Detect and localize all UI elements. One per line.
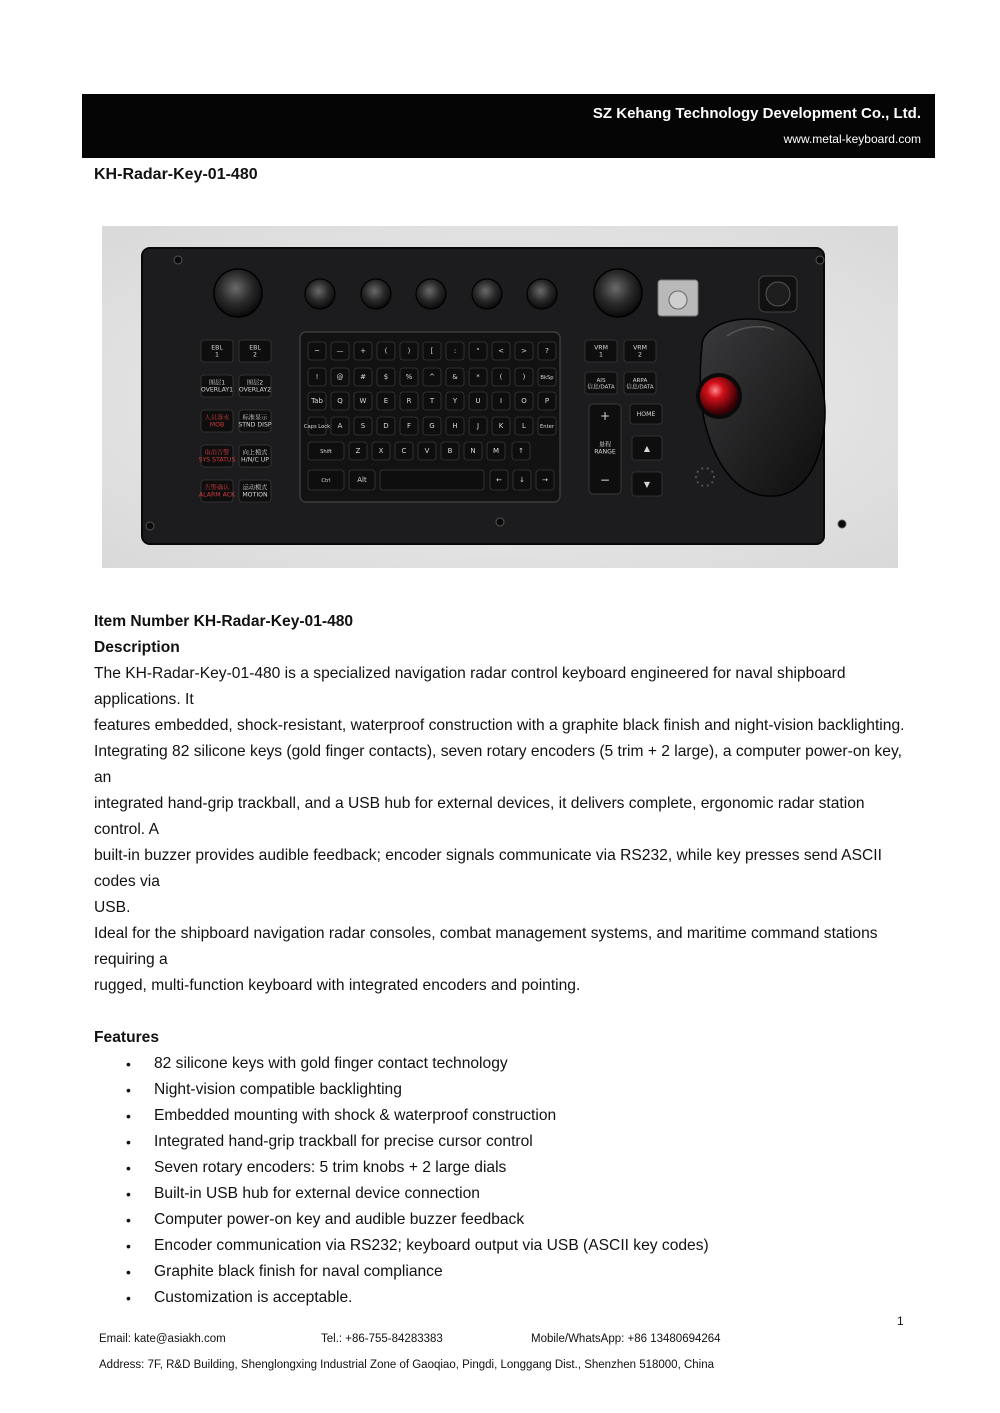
description-heading: Description (94, 639, 180, 656)
function-key-label: EBL 2 (249, 344, 261, 359)
feature-text: Night-vision compatible backlighting (154, 1081, 402, 1098)
keyboard-key-label: ~ (314, 347, 320, 355)
keyboard-key-label: ! (315, 373, 319, 381)
keyboard-key-label: I (499, 397, 503, 405)
bullet-icon: • (126, 1134, 131, 1150)
keyboard-key-label: * (476, 373, 480, 381)
feature-text: 82 silicone keys with gold finger contact technology (154, 1055, 508, 1072)
description-line: built-in buzzer provides audible feedback; encoder signals communicate via RS232, while key presses send ASCII codes via (94, 847, 882, 890)
keyboard-key-label: + (360, 347, 366, 355)
keyboard-key-label: Y (452, 397, 458, 405)
feature-text: Integrated hand-grip trackball for precise cursor control (154, 1133, 533, 1150)
keyboard-key-label: U (475, 397, 481, 405)
description-line: features embedded, shock-resistant, waterproof construction with a graphite black finish and night-vision backlighting. (94, 717, 905, 734)
feature-text: Encoder communication via RS232; keyboard output via USB (ASCII key codes) (154, 1237, 709, 1254)
product-photo (102, 226, 898, 568)
keyboard-key-label: Caps Lock (303, 423, 331, 430)
bullet-icon: • (126, 1082, 131, 1098)
keyboard-key-label: Q (337, 397, 343, 405)
feature-item (94, 1207, 906, 1233)
features-heading: Features (94, 1029, 160, 1046)
buzzer-hole (707, 467, 709, 469)
keyboard-key-label: J (476, 422, 480, 430)
description-line: rugged, multi-function keyboard with integrated encoders and pointing. (94, 977, 581, 994)
bullet-icon: • (126, 1264, 131, 1280)
usb-cap-icon (766, 282, 790, 306)
keyboard-key-label: O (521, 397, 527, 405)
keyboard-key-label: M (492, 447, 500, 455)
keyboard-key-label: → (542, 476, 548, 484)
keyboard-key-label: ( (384, 347, 388, 355)
keyboard-key-label: ? (545, 347, 549, 355)
keyboard-key-label: ↓ (519, 476, 525, 484)
item-number: Item Number KH-Radar-Key-01-480 (94, 613, 354, 630)
keyboard-key-label: H (452, 422, 458, 430)
footer-address: Address: 7F, R&D Building, Shenglongxing Industrial Zone of Gaoqiao, Pingdi, Longgang Dist., Shenzhen 518000, China (99, 1359, 715, 1371)
function-key-label: 运动模式 MOTION (242, 484, 268, 499)
range-label: 量程 RANGE (594, 441, 616, 456)
trim-knob (361, 279, 391, 309)
keyboard-key-label: ← (496, 476, 502, 484)
keyboard-key-label: L (522, 422, 526, 430)
range-plus-label: + (599, 408, 611, 423)
company-name: SZ Kehang Technology Development Co., Ltd. (592, 105, 921, 122)
feature-item (94, 1051, 906, 1077)
keyboard-key-label: < (498, 347, 504, 355)
header-band (82, 94, 935, 158)
keyboard-key-label: # (360, 373, 366, 381)
footer-mobile: Mobile/WhatsApp: +86 13480694264 (531, 1333, 721, 1345)
keyboard-key-label: " (476, 347, 480, 355)
keyboard-key-label: % (405, 373, 413, 381)
keyboard-key-label: Tab (311, 397, 323, 405)
keyboard-key-label: P (544, 397, 550, 405)
function-key-label: 标准显示 STND DISP (238, 414, 272, 429)
feature-item (94, 1103, 906, 1129)
keyboard-key-label: S (360, 422, 366, 430)
keyboard-key-label: X (378, 447, 384, 455)
description-line: The KH-Radar-Key-01-480 is a specialized navigation radar control keyboard engineered for naval shipboard applications. It (94, 665, 846, 708)
trim-knob (527, 279, 557, 309)
range-minus-label: − (599, 472, 611, 487)
content (94, 609, 906, 1311)
feature-text: Graphite black finish for naval compliance (154, 1263, 443, 1280)
function-key-label: 图层1 OVERLAY1 (200, 379, 234, 394)
bullet-icon: • (126, 1056, 131, 1072)
keyboard-key-label: D (383, 422, 389, 430)
buzzer-hole (711, 471, 713, 473)
large-dial-knob (594, 269, 642, 317)
buzzer-hole (707, 484, 709, 486)
trim-knob (472, 279, 502, 309)
buzzer-hole (697, 481, 699, 483)
keyboard-key-label: G (429, 422, 435, 430)
keyboard-key (380, 470, 484, 490)
function-key-label: EBL 1 (211, 344, 223, 359)
keyboard-key-label: A (337, 422, 343, 430)
keyboard-key-label: ) (522, 373, 526, 381)
footer-tel: Tel.: +86-755-84283383 (321, 1333, 443, 1345)
large-dial-knob (214, 269, 262, 317)
description-line: USB. (94, 899, 131, 916)
feature-text: Customization is acceptable. (154, 1289, 353, 1306)
keyboard-key-label: E (383, 397, 389, 405)
description-line: Integrating 82 silicone keys (gold finger contacts), seven rotary encoders (5 trim + 2 large), a computer power-on key, an (94, 743, 902, 786)
screw-icon (496, 518, 504, 526)
feature-item (94, 1077, 906, 1103)
document-title: KH-Radar-Key-01-480 (94, 166, 258, 183)
trackball-ball (700, 377, 738, 415)
feature-text: Computer power-on key and audible buzzer feedback (154, 1211, 525, 1228)
trim-knob (305, 279, 335, 309)
vrm2-key-label: VRM 2 (633, 344, 647, 359)
feature-text: Seven rotary encoders: 5 trim knobs + 2 large dials (154, 1159, 507, 1176)
keyboard-key-label: @ (336, 373, 344, 381)
feature-item (94, 1155, 906, 1181)
keyboard-key-label: Ctrl (321, 477, 331, 484)
screw-icon (146, 522, 154, 530)
feature-item (94, 1233, 906, 1259)
bullet-icon: • (126, 1186, 131, 1202)
keyboard-key-label: $ (383, 373, 389, 381)
home-key-label: HOME (636, 411, 656, 418)
function-key-label: 人员落水 MOB (204, 414, 230, 429)
buzzer-hole (701, 484, 703, 486)
up-key-label: ▲ (643, 443, 651, 453)
keyboard-key-label: R (406, 397, 412, 405)
bullet-icon: • (126, 1238, 131, 1254)
power-icon (669, 291, 687, 309)
keyboard-key-label: N (470, 447, 476, 455)
description-line: integrated hand-grip trackball, and a USB hub for external devices, it delivers complete, ergonomic radar station control. A (94, 795, 865, 838)
page-number: 1 (897, 1314, 904, 1328)
feature-item (94, 1285, 906, 1311)
keyboard-key-label: ( (499, 373, 503, 381)
keyboard-key-label: — (336, 347, 344, 355)
trim-knob (416, 279, 446, 309)
keyboard-key-label: [ (430, 347, 434, 355)
buzzer-hole (697, 471, 699, 473)
keyboard-illustration (102, 226, 898, 568)
keyboard-key-label: W (359, 397, 367, 405)
keyboard-key-label: > (521, 347, 527, 355)
company-website: www.metal-keyboard.com (783, 132, 921, 146)
keyboard-key-label: Enter (540, 423, 554, 430)
function-key-label: 取消告警 SYS STATUS (198, 449, 236, 464)
function-key-label: 告警确认 ALARM ACK (198, 484, 236, 499)
keyboard-key-label: C (401, 447, 407, 455)
screw-icon (174, 256, 182, 264)
bullet-icon: • (126, 1160, 131, 1176)
buzzer-hole (695, 476, 697, 478)
keyboard-key-label: Shift (320, 448, 332, 455)
description (94, 661, 906, 999)
keyboard-key-label: ) (407, 347, 411, 355)
keyboard-key-label: : (453, 347, 457, 355)
keyboard-key-label: F (406, 422, 412, 430)
buzzer-hole (711, 481, 713, 483)
vrm1-key-label: VRM 1 (594, 344, 608, 359)
keyboard-key-label: Z (355, 447, 361, 455)
keyboard-key-label: & (452, 373, 458, 381)
down-key-label: ▼ (643, 479, 651, 489)
feature-text: Built-in USB hub for external device connection (154, 1185, 480, 1202)
buzzer-hole (701, 467, 703, 469)
screw-icon (816, 256, 824, 264)
keyboard-key-label: V (424, 447, 430, 455)
feature-item (94, 1129, 906, 1155)
arpa-key-label: ARPA 信息/DATA (626, 377, 654, 390)
features-list (94, 1051, 906, 1311)
screw-icon (838, 520, 846, 528)
bullet-icon: • (126, 1108, 131, 1124)
keyboard-key-label: ^ (429, 373, 435, 381)
bullet-icon: • (126, 1212, 131, 1228)
ais-key-label: AIS 信息/DATA (587, 377, 615, 390)
keyboard-key-label: Alt (357, 476, 367, 484)
function-key-label: 向上模式 H/N/C UP (241, 449, 269, 464)
keyboard-key-label: BkSp (540, 374, 554, 381)
feature-item (94, 1181, 906, 1207)
bullet-icon: • (126, 1290, 131, 1306)
description-line: Ideal for the shipboard navigation radar consoles, combat management systems, and maritime command stations requiring a (94, 925, 878, 968)
keyboard-key-label: T (429, 397, 435, 405)
feature-text: Embedded mounting with shock & waterproof construction (154, 1107, 557, 1124)
function-key-label: 图层2 OVERLAY2 (238, 379, 272, 394)
keyboard-key-label: ↑ (518, 447, 524, 455)
feature-item (94, 1259, 906, 1285)
footer-email: Email: kate@asiakh.com (99, 1333, 226, 1345)
keyboard-key-label: K (498, 422, 504, 430)
buzzer-hole (713, 476, 715, 478)
keyboard-key-label: B (447, 447, 453, 455)
